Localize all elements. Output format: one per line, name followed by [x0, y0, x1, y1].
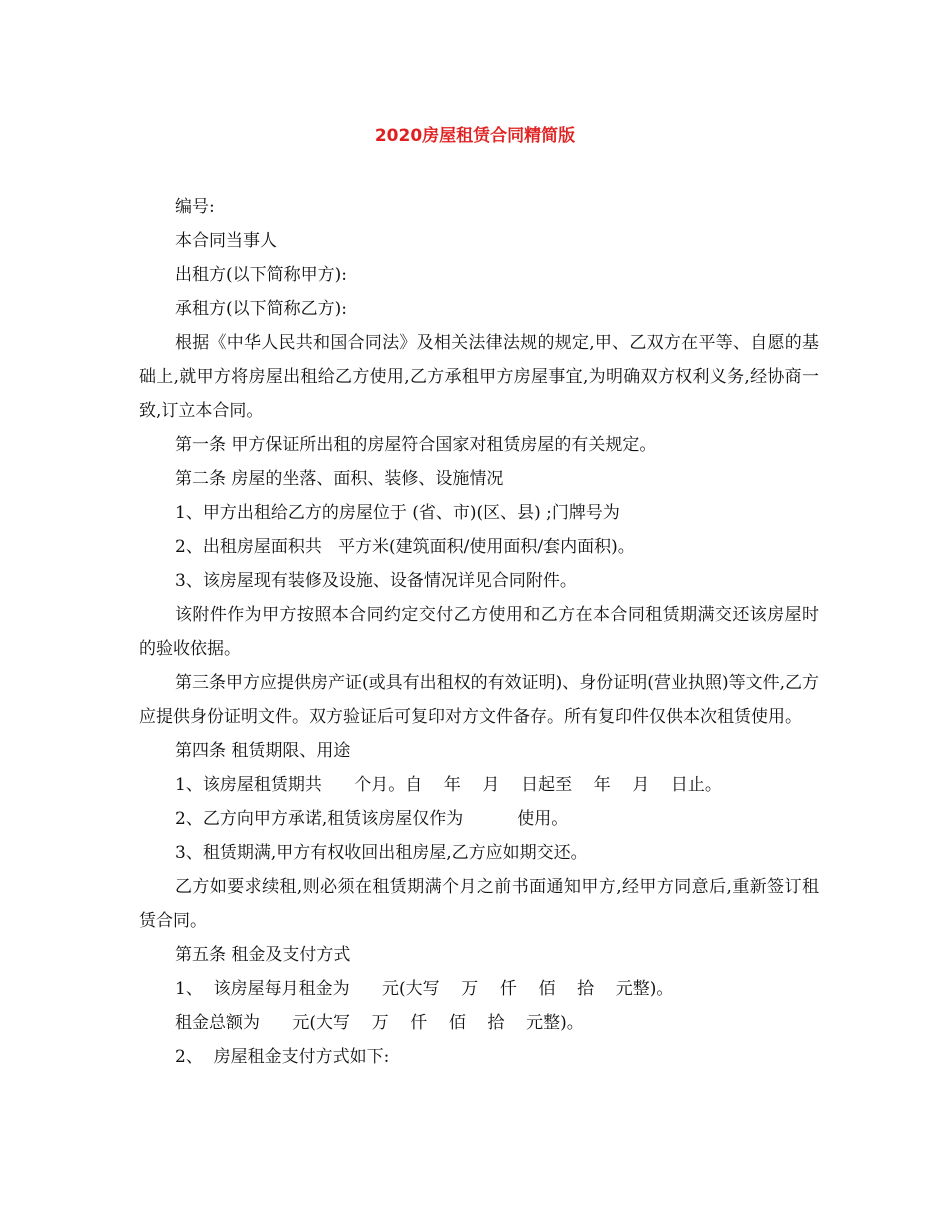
paragraph-preamble: 根据《中华人民共和国合同法》及相关法律法规的规定,甲、乙双方在平等、自愿的基础上,就甲方将房屋出租给乙方使用,乙方承租甲方房屋事宜,为明确双方权利义务,经协商一致,订立本合同。 — [139, 333, 819, 421]
document-title: 2020房屋租赁合同精简版 — [374, 126, 576, 146]
paragraph-attachment: 该附件作为甲方按照本合同约定交付乙方使用和乙方在本合同租赁期满交还该房屋时的验收依据。 — [139, 605, 819, 659]
paragraph-article-3: 第三条甲方应提供房产证(或具有出租权的有效证明)、身份证明(营业执照)等文件,乙方应提供身份证明文件。双方验证后可复印对方文件备存。所有复印件仅供本次租赁使用。 — [139, 673, 819, 727]
paragraph-article-1: 第一条 甲方保证所出租的房屋符合国家对租赁房屋的有关规定。 — [175, 435, 657, 455]
paragraph-article-5-item-2: 2、 房屋租金支付方式如下: — [175, 1047, 390, 1067]
paragraph-article-2-item-1: 1、甲方出租给乙方的房屋位于 (省、市)(区、县) ;门牌号为 — [175, 503, 620, 523]
paragraph-article-4-item-3: 3、租赁期满,甲方有权收回出租房屋,乙方应如期交还。 — [175, 843, 588, 863]
paragraph-article-4-item-1: 1、该房屋租赁期共 个月。自 年 月 日起至 年 月 日止。 — [175, 775, 722, 795]
paragraph-article-5-item-1: 1、 该房屋每月租金为 元(大写 万 仟 佰 拾 元整)。 — [175, 979, 674, 999]
paragraph-article-5: 第五条 租金及支付方式 — [175, 945, 351, 965]
document-body — [139, 190, 819, 1074]
paragraph-renewal: 乙方如要求续租,则必须在租赁期满个月之前书面通知甲方,经甲方同意后,重新签订租赁合同。 — [139, 877, 819, 931]
paragraph-article-2: 第二条 房屋的坐落、面积、装修、设施情况 — [175, 469, 504, 489]
paragraph-article-2-item-2: 2、出租房屋面积共 平方米(建筑面积/使用面积/套内面积)。 — [175, 537, 635, 557]
paragraph-rent-total: 租金总额为 元(大写 万 仟 佰 拾 元整)。 — [175, 1013, 584, 1033]
paragraph-article-4: 第四条 租赁期限、用途 — [175, 741, 351, 761]
paragraph-number: 编号: — [175, 197, 215, 217]
paragraph-parties: 本合同当事人 — [175, 231, 277, 251]
paragraph-lessee: 承租方(以下简称乙方): — [175, 299, 347, 319]
paragraph-lessor: 出租方(以下简称甲方): — [175, 265, 347, 285]
paragraph-article-4-item-2: 2、乙方向甲方承诺,租赁该房屋仅作为 使用。 — [175, 809, 569, 829]
paragraph-article-2-item-3: 3、该房屋现有装修及设施、设备情况详见合同附件。 — [175, 571, 577, 591]
